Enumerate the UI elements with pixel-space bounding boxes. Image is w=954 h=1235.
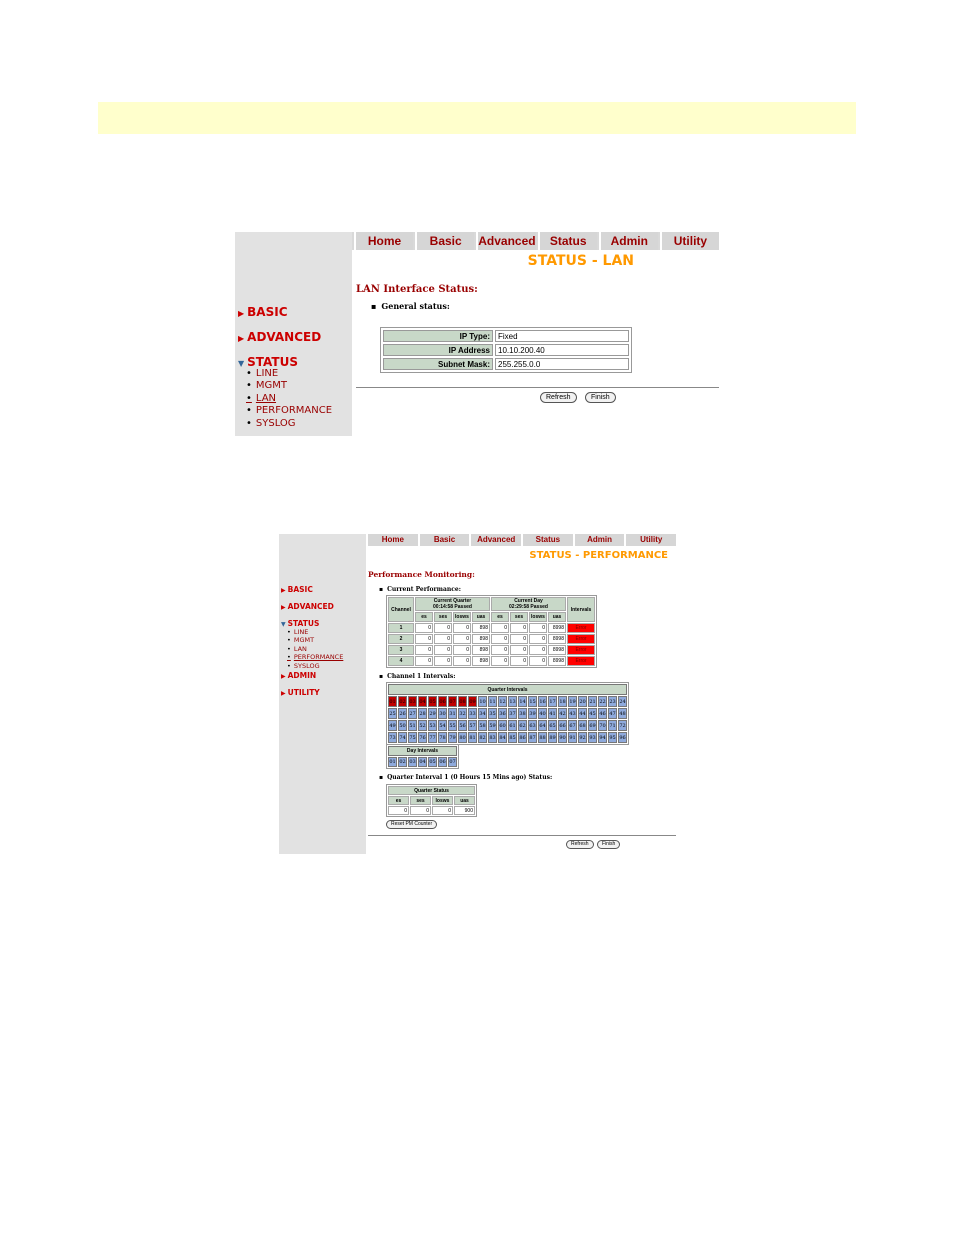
quarter-interval-cell[interactable]: 27 xyxy=(408,708,417,719)
sidebar-item-admin[interactable] xyxy=(281,671,316,680)
quarter-interval-cell[interactable]: 22 xyxy=(598,696,607,707)
quarter-interval-cell[interactable]: 43 xyxy=(568,708,577,719)
quarter-interval-cell[interactable]: 59 xyxy=(488,720,497,731)
sidebar-item-advanced[interactable] xyxy=(281,602,334,611)
table-cell: 898 xyxy=(472,656,490,666)
quarter-interval-cell[interactable]: 63 xyxy=(528,720,537,731)
error-link[interactable]: Error xyxy=(567,623,595,633)
quarter-interval-cell[interactable]: 50 xyxy=(398,720,407,731)
lan-status-table xyxy=(380,327,632,373)
table-cell: 0 xyxy=(510,623,528,633)
column-header: es xyxy=(388,796,409,805)
field-value: 255.255.0.0 xyxy=(495,358,629,370)
quarter-interval-bullet: ▪ Quarter Interval 1 (0 Hours 15 Mins ago) Status: xyxy=(379,774,552,781)
quarter-interval-cell[interactable]: 15 xyxy=(528,696,537,707)
field-value: Fixed xyxy=(495,330,629,342)
table-cell: 898 xyxy=(472,645,490,655)
arrow-right-icon: ▶ xyxy=(281,690,286,697)
quarter-interval-cell[interactable]: 33 xyxy=(468,708,477,719)
nav-basic[interactable]: Basic xyxy=(415,232,474,250)
divider xyxy=(356,387,719,388)
day-interval-cell[interactable]: 06 xyxy=(439,759,446,765)
nav-basic[interactable]: Basic xyxy=(418,534,470,546)
sidebar-sub-line[interactable]: • LINE xyxy=(246,368,278,379)
quarter-interval-cell[interactable]: 65 xyxy=(548,720,557,731)
quarter-status-header: Quarter Status xyxy=(388,786,475,795)
table-row xyxy=(383,344,629,356)
sidebar-item-label: STATUS xyxy=(287,619,320,628)
day-interval-cell[interactable]: 02 xyxy=(399,759,406,765)
nav-home[interactable]: Home xyxy=(366,534,418,546)
arrow-right-icon: ▶ xyxy=(281,604,286,611)
quarter-interval-cell[interactable]: 85 xyxy=(508,732,517,743)
sidebar-sub-performance[interactable]: • PERFORMANCE xyxy=(246,405,332,416)
quarter-interval-cell[interactable]: 19 xyxy=(568,696,577,707)
general-status-bullet: ▪ General status: xyxy=(371,301,450,311)
quarter-interval-cell[interactable]: 20 xyxy=(578,696,587,707)
quarter-interval-cell[interactable]: 57 xyxy=(468,720,477,731)
reset-pm-counter-button[interactable]: Reset PM Counter xyxy=(386,820,437,829)
quarter-interval-cell[interactable]: 92 xyxy=(578,732,587,743)
table-cell: 0 xyxy=(491,656,509,666)
quarter-interval-cell[interactable]: 46 xyxy=(598,708,607,719)
day-intervals-header: Day Intervals xyxy=(388,746,457,756)
section-heading: LAN Interface Status: xyxy=(356,284,478,295)
quarter-interval-cell[interactable]: 73 xyxy=(388,732,397,743)
quarter-interval-cell[interactable]: 18 xyxy=(558,696,567,707)
quarter-interval-cell[interactable]: 34 xyxy=(478,708,487,719)
table-cell: 0 xyxy=(529,645,547,655)
sidebar-sub-mgmt[interactable]: • MGMT xyxy=(246,380,287,391)
field-value: 10.10.200.40 xyxy=(495,344,629,356)
quarter-interval-cell[interactable]: 78 xyxy=(438,732,447,743)
nav-status[interactable]: Status xyxy=(538,232,597,250)
sidebar-item-status[interactable] xyxy=(238,355,298,369)
table-header-row xyxy=(388,796,475,805)
quarter-interval-cell[interactable]: 93 xyxy=(588,732,597,743)
table-cell: 0 xyxy=(529,623,547,633)
nav-advanced[interactable]: Advanced xyxy=(469,534,521,546)
quarter-interval-cell[interactable]: 32 xyxy=(458,708,467,719)
quarter-interval-cell[interactable]: 21 xyxy=(588,696,597,707)
table-cell: 0 xyxy=(491,645,509,655)
quarter-interval-cell[interactable]: 11 xyxy=(488,696,497,707)
table-row xyxy=(388,806,475,815)
quarter-interval-cell[interactable]: 04 xyxy=(418,696,427,707)
column-header: es xyxy=(415,612,433,622)
quarter-interval-cell[interactable]: 84 xyxy=(498,732,507,743)
quarter-interval-cell[interactable]: 74 xyxy=(398,732,407,743)
table-cell: 8998 xyxy=(548,645,566,655)
arrow-right-icon: ▶ xyxy=(281,587,286,594)
quarter-interval-cell[interactable]: 62 xyxy=(518,720,527,731)
page-title: STATUS - LAN xyxy=(527,253,634,269)
quarter-interval-cell[interactable]: 01 xyxy=(388,696,397,707)
column-header: ses xyxy=(510,612,528,622)
quarter-interval-cell[interactable]: 55 xyxy=(448,720,457,731)
top-nav xyxy=(352,232,719,250)
quarter-interval-cell[interactable]: 64 xyxy=(538,720,547,731)
table-cell: 0 xyxy=(388,806,409,815)
note-bar xyxy=(98,102,856,134)
sidebar-item-label: BASIC xyxy=(287,585,313,594)
nav-advanced[interactable]: Advanced xyxy=(478,234,536,248)
sidebar xyxy=(235,232,352,436)
arrow-down-icon: ▼ xyxy=(281,621,286,628)
performance-status-screenshot xyxy=(279,534,676,854)
column-header: ses xyxy=(410,796,431,805)
quarter-interval-cell[interactable]: 37 xyxy=(508,708,517,719)
nav-admin[interactable]: Admin xyxy=(599,232,658,250)
finish-button[interactable]: Finish xyxy=(597,840,620,849)
quarter-interval-cell[interactable]: 95 xyxy=(608,732,617,743)
quarter-interval-cell[interactable]: 71 xyxy=(608,720,617,731)
table-cell: 898 xyxy=(472,623,490,633)
quarter-interval-cell[interactable]: 58 xyxy=(478,720,487,731)
table-cell: 0 xyxy=(453,645,471,655)
quarter-interval-cell[interactable]: 49 xyxy=(388,720,397,731)
quarter-interval-cell[interactable]: 88 xyxy=(538,732,547,743)
quarter-interval-cell[interactable]: 52 xyxy=(418,720,427,731)
channel-cell: 1 xyxy=(388,623,414,633)
table-cell: 0 xyxy=(434,623,452,633)
quarter-interval-cell[interactable]: 53 xyxy=(428,720,437,731)
sidebar-item-utility[interactable] xyxy=(281,688,320,697)
quarter-interval-cell[interactable]: 28 xyxy=(418,708,427,719)
quarter-interval-cell[interactable]: 94 xyxy=(598,732,607,743)
header-text: 00:14:58 Passed xyxy=(433,604,472,610)
quarter-interval-cell[interactable]: 61 xyxy=(508,720,517,731)
quarter-interval-cell[interactable]: 24 xyxy=(618,696,627,707)
column-header: losws xyxy=(529,612,547,622)
table-cell: 0 xyxy=(434,634,452,644)
quarter-interval-cell[interactable]: 13 xyxy=(508,696,517,707)
table-row xyxy=(383,330,629,342)
quarter-interval-cell[interactable]: 08 xyxy=(458,696,467,707)
table-row xyxy=(388,732,627,743)
table-header-row xyxy=(388,746,457,756)
quarter-interval-cell[interactable]: 26 xyxy=(398,708,407,719)
refresh-button[interactable]: Refresh xyxy=(566,840,594,849)
day-intervals-table xyxy=(386,744,459,769)
sidebar-sub-syslog[interactable]: • SYSLOG xyxy=(287,662,320,670)
quarter-interval-cell[interactable]: 48 xyxy=(618,708,627,719)
table-cell: 0 xyxy=(510,656,528,666)
current-performance-table xyxy=(386,595,597,668)
table-cell: 0 xyxy=(415,634,433,644)
sidebar-item-label: ADVANCED xyxy=(247,330,322,344)
quarter-interval-cell[interactable]: 45 xyxy=(588,708,597,719)
quarter-interval-cell[interactable]: 41 xyxy=(548,708,557,719)
table-cell: 900 xyxy=(454,806,475,815)
header-channel: Channel xyxy=(388,597,414,622)
sidebar-item-basic[interactable] xyxy=(281,585,313,594)
table-header-row xyxy=(388,612,595,622)
quarter-interval-cell[interactable]: 68 xyxy=(578,720,587,731)
table-cell: 0 xyxy=(491,623,509,633)
sidebar-item-advanced[interactable] xyxy=(238,330,321,344)
quarter-interval-cell[interactable]: 09 xyxy=(468,696,477,707)
quarter-interval-cell[interactable]: 70 xyxy=(598,720,607,731)
table-cell: 0 xyxy=(529,656,547,666)
table-header-row xyxy=(388,597,595,611)
section-heading: Performance Monitoring: xyxy=(368,570,475,579)
channel-cell: 2 xyxy=(388,634,414,644)
quarter-interval-cell[interactable]: 69 xyxy=(588,720,597,731)
table-header-row xyxy=(388,786,475,795)
quarter-interval-cell[interactable]: 83 xyxy=(488,732,497,743)
table-row xyxy=(388,757,457,767)
sidebar-item-label: STATUS xyxy=(247,355,298,369)
error-link[interactable]: Error xyxy=(567,634,595,644)
table-cell: 8998 xyxy=(548,634,566,644)
field-label: Subnet Mask: xyxy=(383,358,493,370)
table-cell: 0 xyxy=(491,634,509,644)
sidebar-item-status[interactable] xyxy=(281,619,319,628)
day-interval-cell[interactable]: 01 xyxy=(389,759,396,765)
header-current-day xyxy=(491,597,566,611)
column-header: losws xyxy=(432,796,453,805)
table-cell: 0 xyxy=(410,806,431,815)
sidebar-item-basic[interactable] xyxy=(238,305,288,319)
header-current-quarter xyxy=(415,597,490,611)
quarter-interval-cell[interactable]: 77 xyxy=(428,732,437,743)
field-label: IP Address xyxy=(383,344,493,356)
quarter-interval-cell[interactable]: 90 xyxy=(558,732,567,743)
sidebar-item-label: ADMIN xyxy=(287,671,317,680)
quarter-interval-cell[interactable]: 31 xyxy=(448,708,457,719)
table-cell: 0 xyxy=(434,645,452,655)
column-header: uas xyxy=(454,796,475,805)
nav-admin[interactable]: Admin xyxy=(573,534,625,546)
quarter-interval-cell[interactable]: 96 xyxy=(618,732,627,743)
sidebar-sub-performance[interactable]: • PERFORMANCE xyxy=(287,653,343,661)
table-cell: 0 xyxy=(510,645,528,655)
table-cell: 0 xyxy=(415,623,433,633)
quarter-interval-cell[interactable]: 42 xyxy=(558,708,567,719)
sidebar-sub-lan[interactable]: • LAN xyxy=(246,393,276,404)
quarter-interval-cell[interactable]: 87 xyxy=(528,732,537,743)
quarter-interval-cell[interactable]: 12 xyxy=(498,696,507,707)
quarter-interval-cell[interactable]: 76 xyxy=(418,732,427,743)
quarter-interval-cell[interactable]: 56 xyxy=(458,720,467,731)
quarter-interval-cell[interactable]: 06 xyxy=(438,696,447,707)
quarter-interval-cell[interactable]: 81 xyxy=(468,732,477,743)
table-header-row xyxy=(388,684,627,695)
quarter-interval-cell[interactable]: 60 xyxy=(498,720,507,731)
day-interval-cell[interactable]: 05 xyxy=(429,759,436,765)
sidebar-item-label: ADVANCED xyxy=(287,602,334,611)
quarter-interval-cell[interactable]: 23 xyxy=(608,696,617,707)
refresh-button[interactable]: Refresh xyxy=(540,392,577,403)
arrow-down-icon: ▼ xyxy=(238,359,245,368)
sidebar-sub-syslog[interactable]: • SYSLOG xyxy=(246,418,296,429)
header-text: 02:29:58 Passed xyxy=(509,604,548,610)
sidebar-sub-mgmt[interactable]: • MGMT xyxy=(287,636,314,644)
column-header: ses xyxy=(434,612,452,622)
day-interval-cell[interactable]: 03 xyxy=(409,759,416,765)
finish-button[interactable]: Finish xyxy=(585,392,616,403)
current-performance-bullet: ▪ Current Performance: xyxy=(379,586,461,593)
table-cell: 0 xyxy=(415,645,433,655)
table-row xyxy=(388,656,595,666)
quarter-status-table xyxy=(386,784,477,817)
table-row xyxy=(388,623,595,633)
quarter-interval-cell[interactable]: 14 xyxy=(518,696,527,707)
table-cell: 0 xyxy=(510,634,528,644)
quarter-interval-cell[interactable]: 54 xyxy=(438,720,447,731)
column-header: es xyxy=(491,612,509,622)
divider xyxy=(368,835,676,836)
table-cell: 898 xyxy=(472,634,490,644)
table-cell: 0 xyxy=(432,806,453,815)
quarter-interval-cell[interactable]: 51 xyxy=(408,720,417,731)
error-link[interactable]: Error xyxy=(567,645,595,655)
quarter-interval-cell[interactable]: 07 xyxy=(448,696,457,707)
quarter-intervals-header: Quarter Intervals xyxy=(388,684,627,695)
lan-status-screenshot xyxy=(235,232,719,436)
quarter-interval-cell[interactable]: 89 xyxy=(548,732,557,743)
column-header: uas xyxy=(548,612,566,622)
quarter-interval-cell[interactable]: 91 xyxy=(568,732,577,743)
quarter-interval-cell[interactable]: 30 xyxy=(438,708,447,719)
table-row xyxy=(388,720,627,731)
quarter-interval-cell[interactable]: 10 xyxy=(478,696,487,707)
table-cell: 0 xyxy=(453,623,471,633)
table-cell: 8998 xyxy=(548,623,566,633)
quarter-interval-cell[interactable]: 16 xyxy=(538,696,547,707)
quarter-interval-cell[interactable]: 86 xyxy=(518,732,527,743)
channel-intervals-bullet: ▪ Channel 1 Intervals: xyxy=(379,673,455,680)
error-link[interactable]: Error xyxy=(567,656,595,666)
header-text: Current Day xyxy=(514,598,543,604)
quarter-interval-cell[interactable]: 66 xyxy=(558,720,567,731)
sidebar-item-label: BASIC xyxy=(247,305,288,319)
quarter-interval-cell[interactable]: 38 xyxy=(518,708,527,719)
quarter-interval-cell[interactable]: 82 xyxy=(478,732,487,743)
table-cell: 8998 xyxy=(548,656,566,666)
sidebar-sub-line[interactable]: • LINE xyxy=(287,628,308,636)
arrow-right-icon: ▶ xyxy=(281,673,286,680)
table-row xyxy=(388,696,627,707)
channel-cell: 4 xyxy=(388,656,414,666)
table-row xyxy=(383,358,629,370)
sidebar-item-label: UTILITY xyxy=(287,688,320,697)
nav-status[interactable]: Status xyxy=(521,534,573,546)
quarter-intervals-table xyxy=(386,682,629,745)
table-cell: 0 xyxy=(453,634,471,644)
table-cell: 0 xyxy=(434,656,452,666)
quarter-interval-cell[interactable]: 75 xyxy=(408,732,417,743)
channel-cell: 3 xyxy=(388,645,414,655)
table-row xyxy=(388,708,627,719)
arrow-right-icon: ▶ xyxy=(238,334,245,343)
quarter-interval-cell[interactable]: 25 xyxy=(388,708,397,719)
field-label: IP Type: xyxy=(383,330,493,342)
quarter-interval-cell[interactable]: 03 xyxy=(408,696,417,707)
quarter-interval-cell[interactable]: 02 xyxy=(398,696,407,707)
quarter-interval-cell[interactable]: 17 xyxy=(548,696,557,707)
quarter-interval-cell[interactable]: 80 xyxy=(458,732,467,743)
nav-home[interactable]: Home xyxy=(354,232,413,250)
quarter-interval-cell[interactable]: 05 xyxy=(428,696,437,707)
quarter-interval-cell[interactable]: 67 xyxy=(568,720,577,731)
quarter-interval-cell[interactable]: 35 xyxy=(488,708,497,719)
quarter-interval-cell[interactable]: 44 xyxy=(578,708,587,719)
quarter-interval-cell[interactable]: 47 xyxy=(608,708,617,719)
table-cell: 0 xyxy=(415,656,433,666)
column-header: uas xyxy=(472,612,490,622)
header-intervals: Intervals xyxy=(567,597,595,622)
table-cell: 0 xyxy=(529,634,547,644)
quarter-interval-cell[interactable]: 36 xyxy=(498,708,507,719)
quarter-interval-cell[interactable]: 72 xyxy=(618,720,627,731)
day-interval-cell[interactable]: 04 xyxy=(419,759,426,765)
quarter-interval-cell[interactable]: 79 xyxy=(448,732,457,743)
quarter-interval-cell[interactable]: 40 xyxy=(538,708,547,719)
nav-utility[interactable]: Utility xyxy=(624,534,676,546)
nav-utility[interactable]: Utility xyxy=(660,232,719,250)
header-text: Current Quarter xyxy=(433,598,472,604)
table-row xyxy=(388,634,595,644)
table-row xyxy=(388,645,595,655)
sidebar-sub-lan[interactable]: • LAN xyxy=(287,645,307,653)
quarter-interval-cell[interactable]: 39 xyxy=(528,708,537,719)
column-header: losws xyxy=(453,612,471,622)
day-interval-cell[interactable]: 07 xyxy=(449,759,456,765)
quarter-interval-cell[interactable]: 29 xyxy=(428,708,437,719)
sidebar xyxy=(279,534,366,854)
table-cell: 0 xyxy=(453,656,471,666)
top-nav xyxy=(366,534,676,546)
page-title: STATUS - PERFORMANCE xyxy=(529,550,668,561)
arrow-right-icon: ▶ xyxy=(238,309,245,318)
